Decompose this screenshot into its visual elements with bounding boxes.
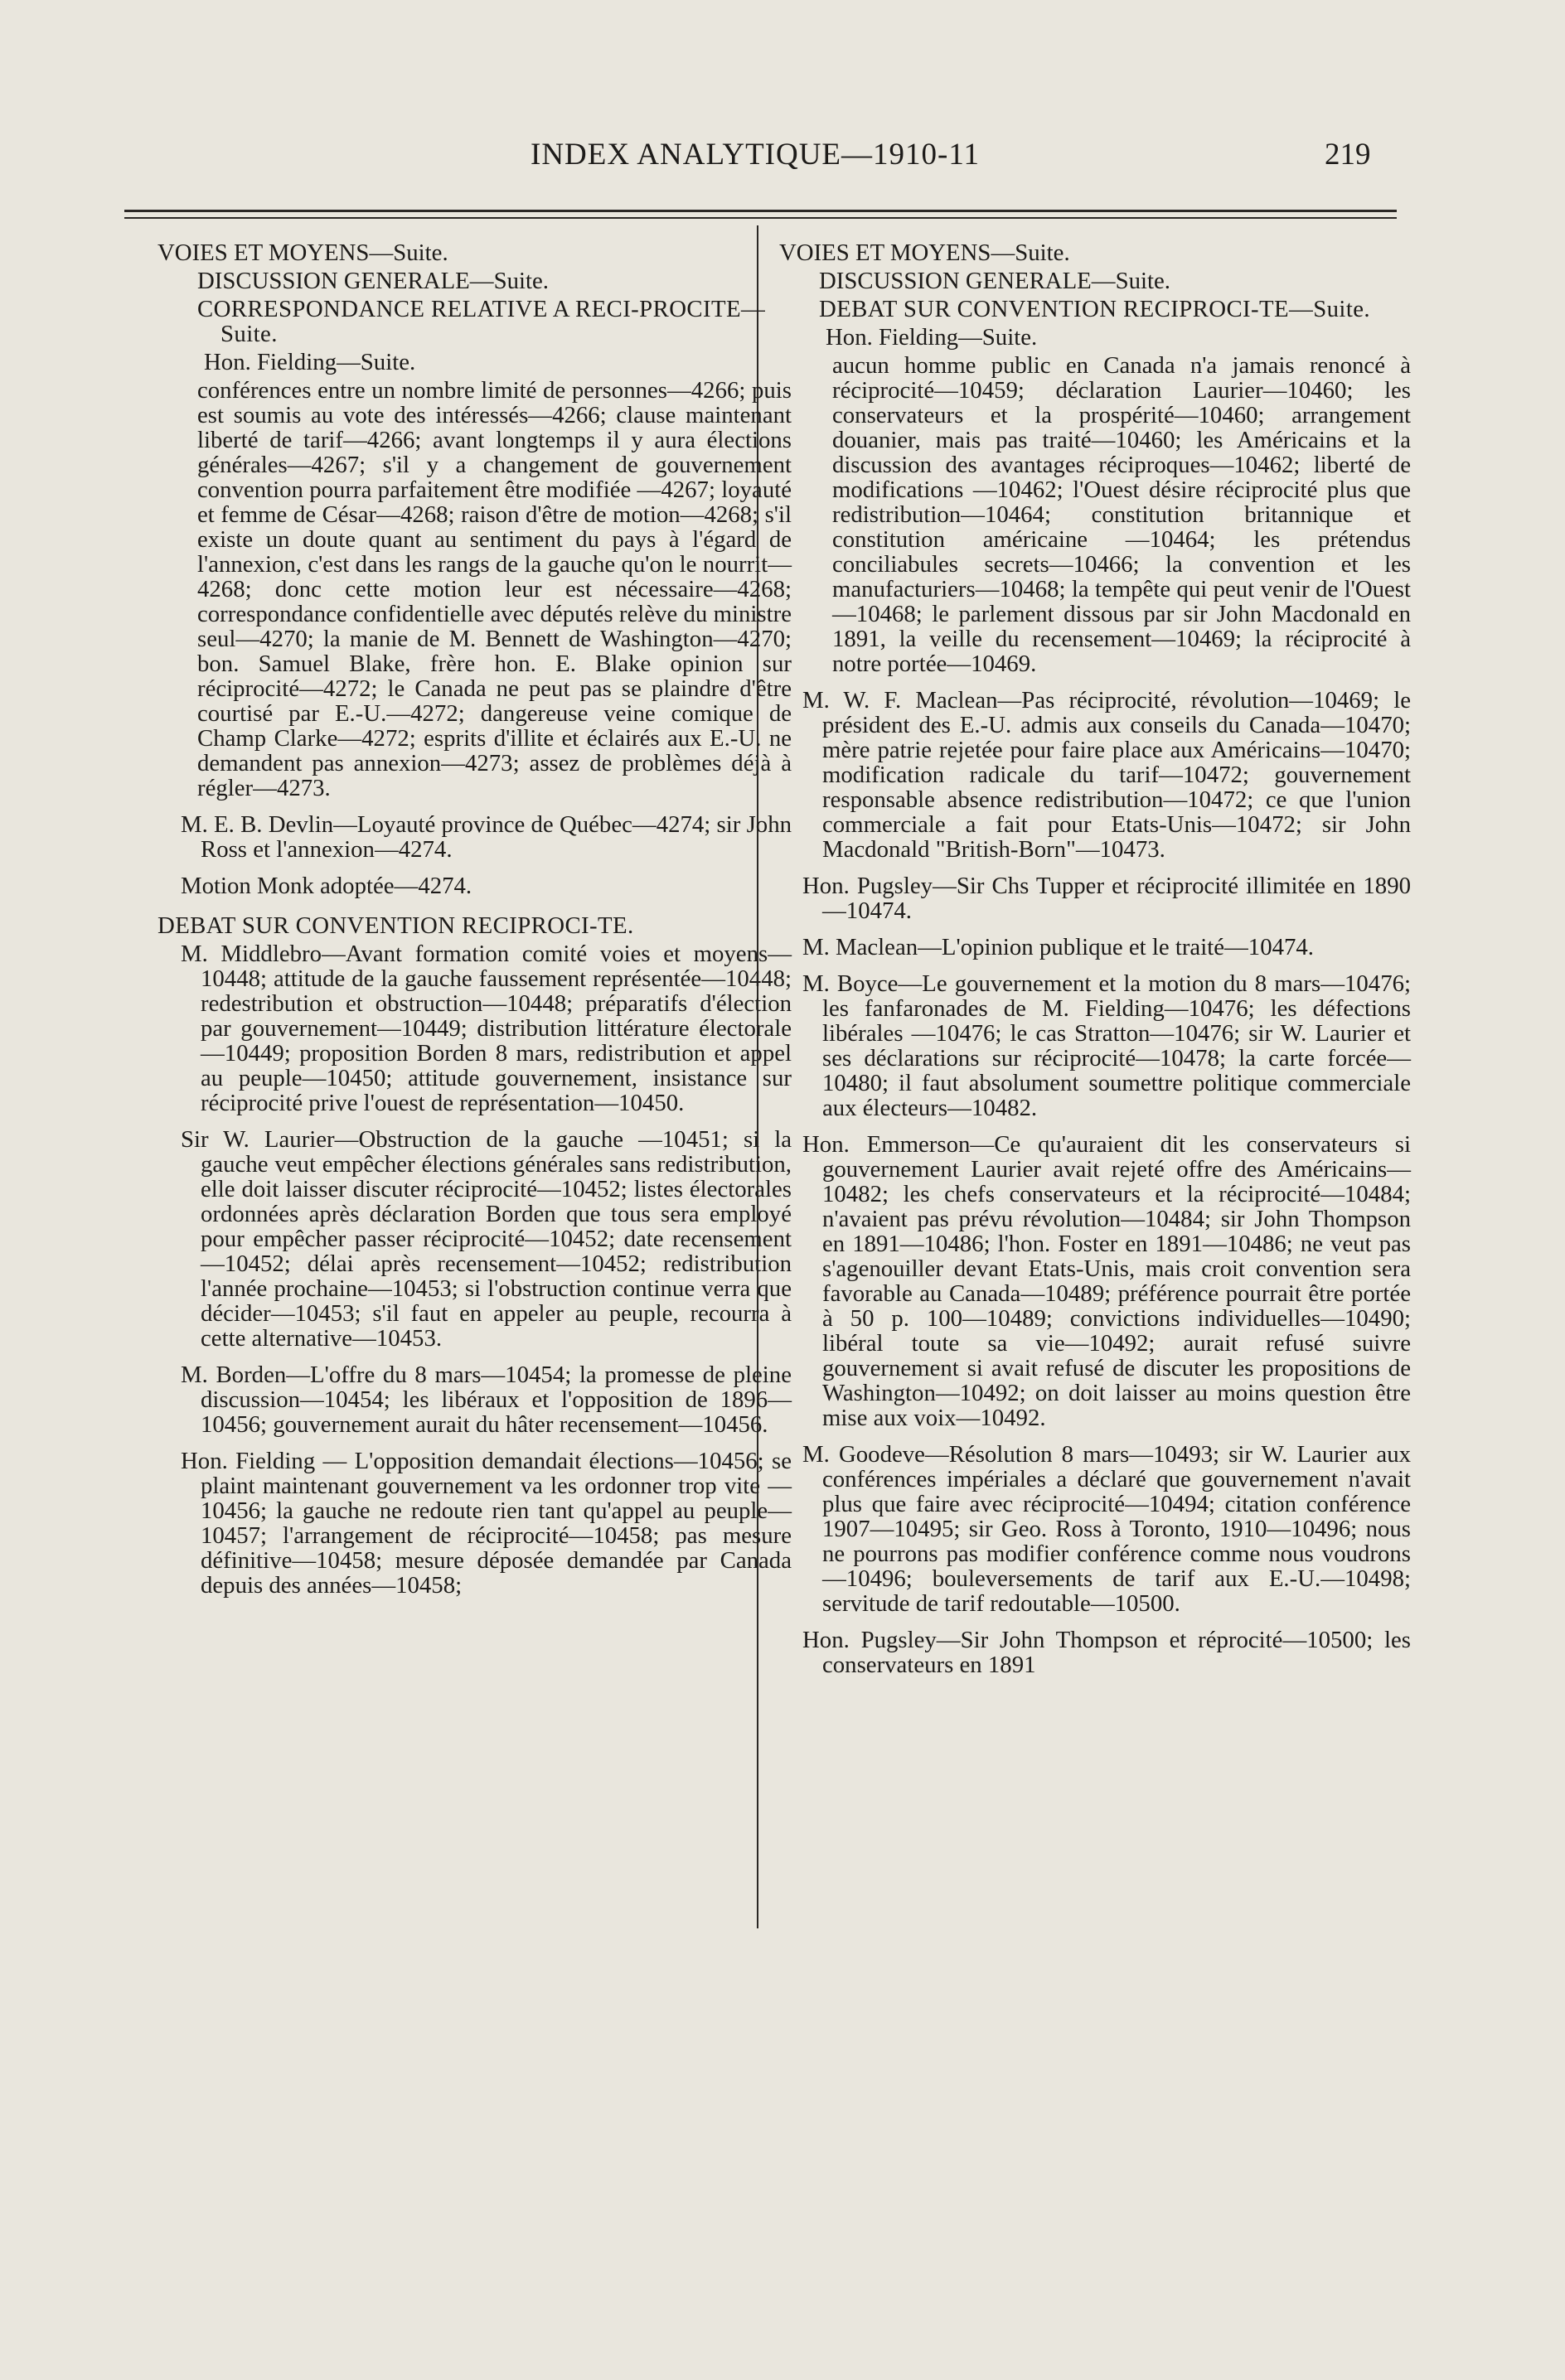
topic-heading: DEBAT SUR CONVENTION RECIPROCI-TE—Suite. — [819, 296, 1371, 322]
header-rule-top — [124, 210, 1397, 212]
section-heading: VOIES ET MOYENS—Suite. — [779, 239, 1070, 266]
speaker-heading: Hon. Fielding—Suite. — [204, 349, 416, 375]
index-entry: aucun homme public en Canada n'a jamais renoncé à réciprocité—10459; déclaration Laurier—10460; les conservateurs et la prospérité—10460; arrangement douanier, mais pas traité—10460; les Américains et la discussion des avantages réciproques—10462; liberté de modifications —10462; l'Ouest désire réciprocité plus que redistribution—10464; constitution britannique et constitution américaine —10464; les prétendus conciliabules secrets—10466; la convention et les manufacturiers—10468; la tempête qui peut venir de l'Ouest—10468; le parlement dissous par sir John Macdonald en 1891, la veille du recensement—10469; la réciprocité à notre portée—10469. — [832, 352, 1411, 677]
index-entry: M. Goodeve—Résolution 8 mars—10493; sir W. Laurier aux conférences impériales a déclaré que gouvernement n'avait plus que faire avec réciprocité—10494; citation conférence 1907—10495; sir Geo. Ross à Toronto, 1910—10496; nous ne pourrons pas modifier conférence comme nous voudrons—10496; bouleversements de tarif aux E.-U.—10498; servitude de tarif redoutable—10500. — [802, 1441, 1411, 1617]
page-header — [0, 137, 1565, 186]
subsection-heading: DISCUSSION GENERALE—Suite. — [819, 268, 1170, 294]
subsection-heading: DISCUSSION GENERALE—Suite. — [197, 268, 549, 294]
index-entry: M. Boyce—Le gouvernement et la motion du 8 mars—10476; les fanfaronades de M. Fielding—10476; les défections libérales —10476; le cas Stratton—10476; sir W. Laurier et ses déclarations sur réciprocité—10478; la carte forcée—10480; il faut absolument soumettre politique commerciale aux électeurs—10482. — [802, 970, 1411, 1121]
section-heading: VOIES ET MOYENS—Suite. — [157, 239, 448, 266]
topic-heading: DEBAT SUR CONVENTION RECIPROCI-TE. — [157, 912, 634, 939]
index-entry: M. W. F. Maclean—Pas réciprocité, révolution—10469; le président des E.-U. admis aux conseils du Canada—10470; mère patrie rejetée pour faire place aux Américains—10470; modification radicale du tarif—10472; gouvernement responsable absence redistribution—10472; ce que l'union commerciale a fait pour Etats-Unis—10472; sir John Macdonald "British-Born"—10473. — [802, 687, 1411, 863]
index-entry: M. Borden—L'offre du 8 mars—10454; la promesse de pleine discussion—10454; les libéraux et l'opposition de 1896—10456; gouvernement aurait du hâter recensement—10456. — [181, 1362, 792, 1438]
topic-heading: CORRESPONDANCE RELATIVE A RECI-PROCITE—Suite. — [197, 296, 766, 347]
page-number: 219 — [1325, 138, 1371, 172]
index-entry: conférences entre un nombre limité de personnes—4266; puis est soumis au vote des intéressés—4266; clause maintenant liberté de tarif—4266; avant longtemps il y aura élections générales—4267; s'il y a changement de gouvernement convention pourra parfaitement être modifiée —4267; loyauté et femme de César—4268; raison d'être de motion—4268; s'il existe un doute quant au sentiment du pays à l'égard de l'annexion, c'est dans les rangs de la gauche qu'on le nourrit—4268; donc cette motion leur est nécessaire—4268; correspondance confidentielle avec députés relève du ministre seul—4270; la manie de M. Bennett de Washington—4270; bon. Samuel Blake, frère hon. E. Blake opinion sur réciprocité—4272; le Canada ne peut pas se plaindre d'être courtisé par E.-U.—4272; dangereuse veine comique de Champ Clarke—4272; esprits d'illite et éclairés aux E.-U. ne demandent pas annexion—4273; assez de problèmes déjà à régler—4273. — [197, 377, 792, 801]
index-entry: M. E. B. Devlin—Loyauté province de Québec—4274; sir John Ross et l'annexion—4274. — [181, 811, 792, 863]
header-rule-bottom — [124, 217, 1397, 219]
running-title: INDEX ANALYTIQUE—1910-11 — [531, 138, 980, 172]
index-entry: Sir W. Laurier—Obstruction de la gauche —10451; si la gauche veut empêcher élections générales sans redistribution, elle doit laisser discuter réciprocité—10452; listes électorales ordonnées après déclaration Borden que tous sera employé pour empêcher passer réciprocité—10452; date recensement—10452; délai après recensement—10452; redistribution l'année prochaine—10453; si l'obstruction continue verra que décider—10453; s'il faut en appeler au peuple, recourra à cette alternative—10453. — [181, 1126, 792, 1352]
index-entry: Hon. Pugsley—Sir Chs Tupper et réciprocité illimitée en 1890—10474. — [802, 873, 1411, 924]
index-entry: M. Middlebro—Avant formation comité voies et moyens—10448; attitude de la gauche faussement représentée—10448; redestribution et obstruction—10448; préparatifs d'élection par gouvernement—10449; distribution littérature électorale —10449; proposition Borden 8 mars, redistribution et appel au peuple—10450; attitude gouvernement, insistance sur réciprocité prive l'ouest de représentation—10450. — [181, 941, 792, 1116]
right-column — [779, 240, 1411, 1689]
index-entry: Hon. Fielding — L'opposition demandait élections—10456; se plaint maintenant gouvernement va les ordonner trop vite —10456; la gauche ne redoute rien tant qu'appel au peuple—10457; l'arrangement de réciprocité—10458; pas mesure définitive—10458; mesure déposée demandée par Canada depuis des années—10458; — [181, 1448, 792, 1599]
index-entry: Hon. Pugsley—Sir John Thompson et réprocité—10500; les conservateurs en 1891 — [802, 1627, 1411, 1678]
index-entry: M. Maclean—L'opinion publique et le traité—10474. — [802, 934, 1314, 960]
index-entry: Motion Monk adoptée—4274. — [181, 873, 472, 899]
speaker-heading: Hon. Fielding—Suite. — [826, 324, 1038, 351]
left-column — [157, 240, 792, 1609]
index-entry: Hon. Emmerson—Ce qu'auraient dit les conservateurs si gouvernement Laurier avait rejeté offre des Américains—10482; les chefs conservateurs et la réciprocité—10484; n'avaient pas prévu révolution—10484; sir John Thompson en 1891—10486; l'hon. Foster en 1891—10486; ne veut pas s'agenouiller devant Etats-Unis, mais croit convention sera favorable au Canada—10489; préférence pourrait être portée à 50 p. 100—10489; convictions individuelles—10490; libéral toute sa vie—10492; aurait refusé suivre gouvernement si avait refusé de discuter les propositions de Washington—10492; on doit laisser au moins question être mise aux voix—10492. — [802, 1131, 1411, 1431]
